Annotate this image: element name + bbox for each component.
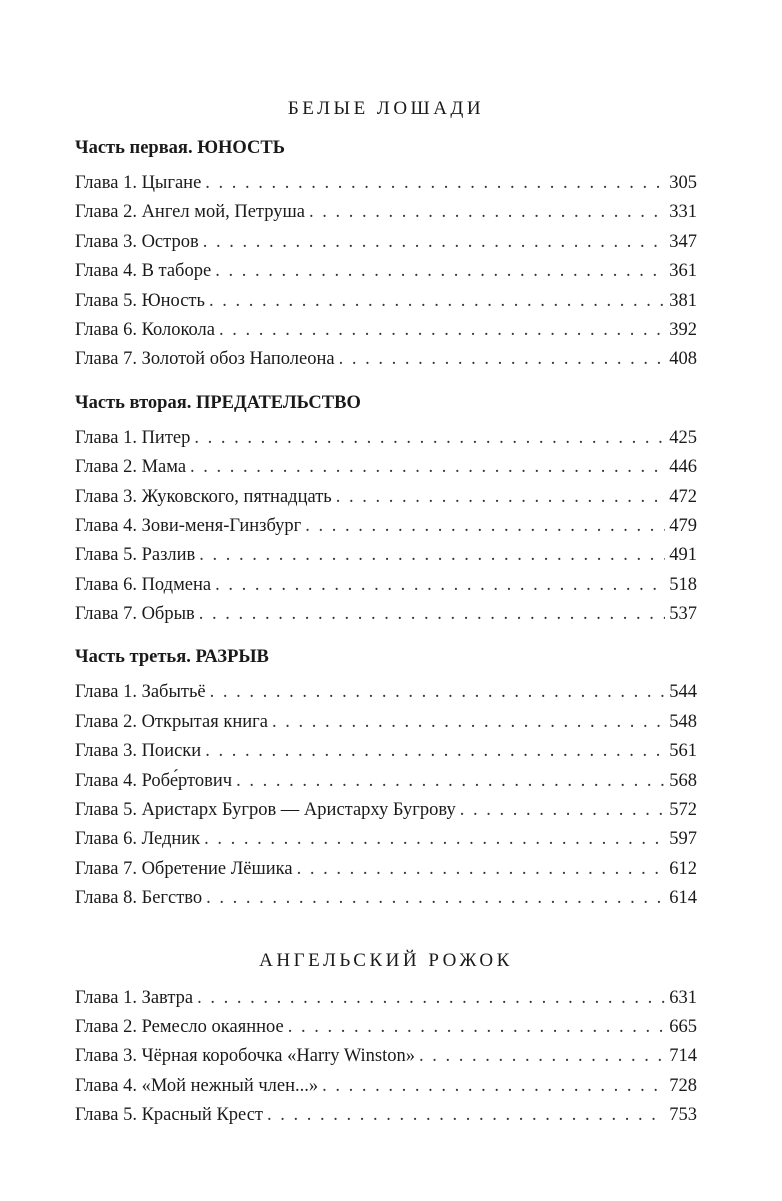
dot-leader [206,884,665,913]
dot-leader [305,512,665,541]
toc-entry[interactable] [75,767,697,796]
dot-leader [194,424,665,453]
chapter-label: Глава 8. Бегство [75,888,203,909]
page-number: 753 [669,1105,697,1126]
dot-leader [210,678,666,707]
toc-entry[interactable] [75,984,697,1013]
chapter-label: Глава 5. Аристарх Бугров — Аристарху Бугрову [75,800,456,821]
toc-entry[interactable] [75,600,697,629]
page-number: 305 [669,173,697,193]
toc-entry[interactable] [75,884,697,913]
dot-leader [209,287,665,316]
toc-entry[interactable] [75,287,697,316]
page-number: 631 [669,987,697,1008]
dot-leader [215,257,665,286]
chapter-label: Глава 3. Жуковского, пятнадцать [75,486,332,507]
dot-leader [197,984,665,1013]
toc-entry[interactable] [75,796,697,825]
dot-leader [219,316,665,345]
book-title-angelsky-rozhok: АНГЕЛЬСКИЙ РОЖОК [259,949,513,971]
chapter-label: Глава 7. Обрыв [75,604,195,625]
chapter-label: Глава 2. Ремесло окаянное [75,1016,284,1037]
page-number: 714 [669,1046,697,1067]
dot-leader [339,345,666,374]
chapter-label: Глава 4. Робе́ртович [75,770,233,791]
part-title-2: Часть вторая. ПРЕДАТЕЛЬСТВО [75,392,361,413]
dot-leader [288,1013,666,1042]
chapter-label: Глава 4. «Мой нежный член...» [75,1075,319,1096]
dot-leader [460,796,666,825]
dot-leader [199,600,665,629]
part-title-1: Часть первая. ЮНОСТЬ [75,138,285,158]
chapter-label: Глава 6. Ледник [75,829,201,850]
toc-entry[interactable] [75,257,697,286]
page-number: 597 [669,829,697,850]
dot-leader [205,169,665,198]
chapter-label: Глава 2. Открытая книга [75,711,268,732]
dot-leader [309,198,665,227]
dot-leader [236,767,665,796]
chapter-label: Глава 2. Мама [75,457,187,478]
chapter-label: Глава 4. В таборе [75,261,212,282]
toc-entry[interactable] [75,483,697,512]
page-number: 537 [669,604,697,625]
toc-entry[interactable] [75,737,697,766]
chapter-label: Глава 1. Цыгане [75,173,202,193]
page-number: 518 [669,574,697,595]
chapter-label: Глава 4. Зови-меня-Гинзбург [75,515,302,536]
page-number: 612 [669,858,697,879]
chapter-label: Глава 3. Поиски [75,741,202,762]
page-number: 728 [669,1075,697,1096]
page-number: 331 [669,202,697,223]
page-number: 446 [669,457,697,478]
page-number: 561 [669,741,697,762]
part-title-3: Часть третья. РАЗРЫВ [75,647,269,668]
chapter-label: Глава 3. Остров [75,231,199,252]
chapter-label: Глава 5. Красный Крест [75,1105,263,1126]
dot-leader [267,1101,665,1130]
page-number: 408 [669,349,697,370]
dot-leader [205,737,665,766]
toc-entry[interactable] [75,708,697,737]
chapter-label: Глава 7. Обретение Лёшика [75,858,293,879]
toc-entry[interactable] [75,345,697,374]
page-number: 347 [669,231,697,252]
page-number: 572 [669,800,697,821]
toc-entry[interactable] [75,316,697,345]
chapter-label: Глава 7. Золотой обоз Наполеона [75,349,335,370]
dot-leader [272,708,665,737]
page-number: 381 [669,290,697,311]
toc-entry[interactable] [75,571,697,600]
chapter-label: Глава 2. Ангел мой, Петруша [75,202,305,223]
page-number: 665 [669,1016,697,1037]
page-number: 548 [669,711,697,732]
toc-entry[interactable] [75,198,697,227]
chapter-label: Глава 5. Юность [75,290,205,311]
dot-leader [336,483,666,512]
toc-entry[interactable] [75,855,697,884]
dot-leader [199,541,665,570]
toc-entry[interactable] [75,169,697,198]
toc-entry[interactable] [75,1042,697,1071]
chapter-label: Глава 1. Завтра [75,987,194,1008]
table-of-contents [75,92,697,1131]
chapter-label: Глава 1. Забытьё [75,682,206,703]
page-number: 392 [669,319,697,340]
page-number: 479 [669,515,697,536]
toc-entry[interactable] [75,1072,697,1101]
dot-leader [215,571,665,600]
dot-leader [419,1042,665,1071]
chapter-label: Глава 6. Подмена [75,574,212,595]
dot-leader [204,825,665,854]
page-number: 491 [669,545,697,566]
toc-entry[interactable] [75,453,697,482]
chapter-label: Глава 3. Чёрная коробочка «Harry Winston» [75,1046,416,1067]
page-number: 361 [669,261,697,282]
dot-leader [203,228,666,257]
page-number: 472 [669,486,697,507]
toc-entry[interactable] [75,512,697,541]
page-number: 425 [669,427,697,448]
toc-entry[interactable] [75,678,697,707]
dot-leader [322,1072,665,1101]
dot-leader [297,855,666,884]
toc-entry[interactable] [75,541,697,570]
page-number: 544 [669,682,697,703]
chapter-label: Глава 1. Питер [75,427,191,448]
book-title-belye-loshadi: БЕЛЫЕ ЛОШАДИ [287,98,485,119]
toc-entry[interactable] [75,1013,697,1042]
dot-leader [190,453,665,482]
page-number: 568 [669,770,697,791]
toc-entry[interactable] [75,228,697,257]
toc-entry[interactable] [75,424,697,453]
page-number: 614 [669,888,697,909]
chapter-label: Глава 5. Разлив [75,545,196,566]
toc-entry[interactable] [75,1101,697,1130]
toc-entry[interactable] [75,825,697,854]
chapter-label: Глава 6. Колокола [75,319,215,340]
